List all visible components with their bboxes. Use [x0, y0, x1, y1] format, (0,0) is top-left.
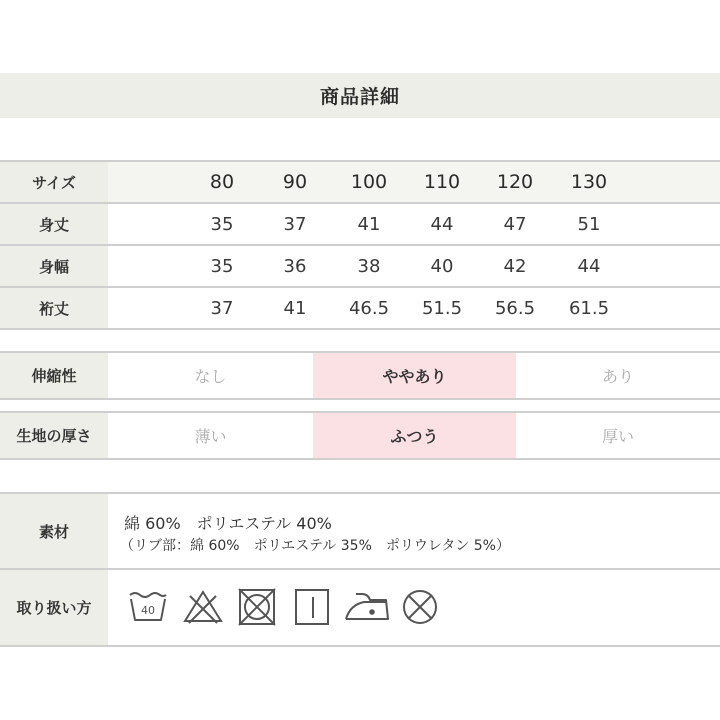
size-100: 100 — [350, 171, 388, 193]
table-cell: 61.5 — [568, 297, 610, 319]
material-main: 綿 60% ポリエステル 40% — [124, 514, 332, 533]
table-cell: 35 — [210, 213, 234, 235]
material-rib: （リブ部：綿 60% ポリエステル 35% ポリウレタン 5%） — [120, 538, 510, 554]
size-120: 120 — [496, 171, 534, 193]
row-label-body-length: 身丈 — [0, 204, 108, 244]
row-label-sleeve-length: 裄丈 — [0, 288, 108, 328]
table-cell: 40 — [430, 255, 454, 277]
care-row — [0, 570, 720, 647]
size-90: 90 — [282, 171, 308, 193]
stretch-option-some: ややあり — [313, 353, 516, 398]
table-cell: 47 — [503, 213, 527, 235]
no-dry-clean-icon — [399, 587, 441, 627]
no-tumble-dry-icon — [236, 587, 278, 627]
material-row — [0, 492, 720, 570]
stretch-label: 伸縮性 — [0, 353, 108, 398]
table-cell: 51 — [577, 213, 601, 235]
info-section — [0, 492, 720, 647]
table-cell: 41 — [283, 297, 307, 319]
table-row — [0, 246, 720, 288]
size-table — [0, 160, 720, 330]
wash-temp-label: 40 — [141, 604, 155, 617]
wash-40-icon — [127, 587, 169, 627]
no-bleach-icon — [182, 587, 224, 627]
stretch-option-yes: あり — [601, 367, 634, 386]
row-label-body-width: 身幅 — [0, 246, 108, 286]
size-110: 110 — [423, 171, 461, 193]
size-header-row — [0, 160, 720, 204]
size-header-label: サイズ — [0, 162, 108, 202]
thickness-option-thin: 薄い — [194, 427, 227, 446]
table-cell: 51.5 — [421, 297, 463, 319]
table-cell: 46.5 — [348, 297, 390, 319]
thickness-option-thick: 厚い — [601, 427, 634, 446]
table-cell: 37 — [283, 213, 307, 235]
material-label: 素材 — [0, 494, 108, 568]
thickness-rating — [0, 411, 720, 460]
size-80: 80 — [209, 171, 235, 193]
table-cell: 37 — [210, 297, 234, 319]
table-cell: 38 — [357, 255, 381, 277]
thickness-label: 生地の厚さ — [0, 413, 108, 458]
line-dry-icon — [291, 587, 333, 627]
table-cell: 36 — [283, 255, 307, 277]
table-cell: 44 — [577, 255, 601, 277]
stretch-option-none: なし — [194, 367, 227, 386]
iron-low-icon — [344, 587, 390, 627]
table-cell: 42 — [503, 255, 527, 277]
table-cell: 44 — [430, 213, 454, 235]
table-cell: 56.5 — [494, 297, 536, 319]
thickness-option-normal: ふつう — [313, 413, 516, 458]
size-130: 130 — [570, 171, 608, 193]
table-cell: 41 — [357, 213, 381, 235]
stretch-rating — [0, 351, 720, 400]
care-label: 取り扱い方 — [0, 570, 108, 645]
page-title: 商品詳細 — [0, 73, 720, 118]
table-row — [0, 288, 720, 330]
table-row — [0, 204, 720, 246]
table-cell: 35 — [210, 255, 234, 277]
